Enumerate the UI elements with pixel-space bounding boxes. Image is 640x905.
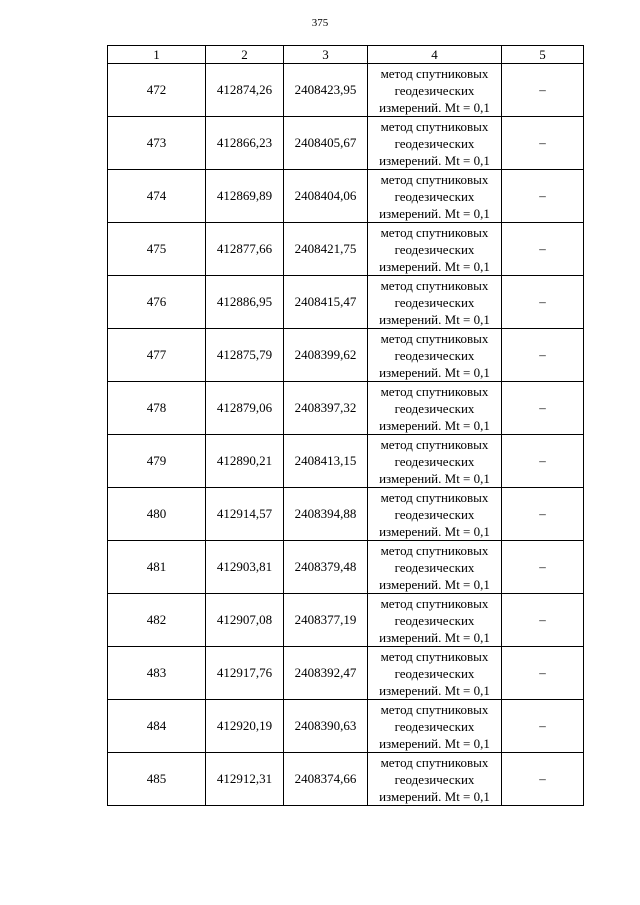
method-text-line: метод спутниковых — [380, 171, 489, 187]
method-text-line: измерений. Mt = 0,1 — [379, 629, 490, 645]
table-row — [108, 276, 584, 329]
method-text-line: измерений. Mt = 0,1 — [379, 470, 490, 486]
x-coordinate-cell: 412879,06 — [206, 382, 284, 435]
point-number-cell: 477 — [108, 329, 206, 382]
method-text-line: геодезических — [394, 82, 475, 98]
x-coordinate-cell: 412914,57 — [206, 488, 284, 541]
empty-value-dash: – — [539, 718, 546, 733]
x-coordinate-cell: 412912,31 — [206, 753, 284, 806]
method-cell — [368, 594, 502, 647]
table-row — [108, 647, 584, 700]
y-coordinate-cell: 2408399,62 — [284, 329, 368, 382]
empty-value-dash: – — [539, 241, 546, 256]
method-text-line: измерений. Mt = 0,1 — [379, 205, 490, 221]
x-coordinate-cell: 412907,08 — [206, 594, 284, 647]
method-cell — [368, 223, 502, 276]
coordinates-table — [107, 45, 584, 806]
method-cell — [368, 382, 502, 435]
method-text-line: метод спутниковых — [380, 330, 489, 346]
col5-cell — [502, 170, 584, 223]
table-row — [108, 382, 584, 435]
method-text-line: геодезических — [394, 559, 475, 575]
header-col-5: 5 — [502, 46, 584, 64]
point-number-cell: 473 — [108, 117, 206, 170]
x-coordinate-cell: 412877,66 — [206, 223, 284, 276]
x-coordinate-cell: 412866,23 — [206, 117, 284, 170]
method-cell — [368, 700, 502, 753]
point-number-cell: 481 — [108, 541, 206, 594]
empty-value-dash: – — [539, 135, 546, 150]
table-row — [108, 700, 584, 753]
point-number-cell: 478 — [108, 382, 206, 435]
y-coordinate-cell: 2408413,15 — [284, 435, 368, 488]
method-text-line: измерений. Mt = 0,1 — [379, 735, 490, 751]
method-text-line: геодезических — [394, 612, 475, 628]
table-row — [108, 64, 584, 117]
method-text-line: геодезических — [394, 294, 475, 310]
header-col-4: 4 — [368, 46, 502, 64]
y-coordinate-cell: 2408374,66 — [284, 753, 368, 806]
point-number-cell: 472 — [108, 64, 206, 117]
empty-value-dash: – — [539, 400, 546, 415]
x-coordinate-cell: 412890,21 — [206, 435, 284, 488]
col5-cell — [502, 276, 584, 329]
method-text-line: метод спутниковых — [380, 489, 489, 505]
x-coordinate-cell: 412869,89 — [206, 170, 284, 223]
method-text-line: метод спутниковых — [380, 436, 489, 452]
method-cell — [368, 488, 502, 541]
point-number-cell: 479 — [108, 435, 206, 488]
table-row — [108, 117, 584, 170]
x-coordinate-cell: 412917,76 — [206, 647, 284, 700]
header-row — [108, 46, 584, 64]
y-coordinate-cell: 2408423,95 — [284, 64, 368, 117]
method-cell — [368, 329, 502, 382]
y-coordinate-cell: 2408390,63 — [284, 700, 368, 753]
y-coordinate-cell: 2408394,88 — [284, 488, 368, 541]
empty-value-dash: – — [539, 294, 546, 309]
col5-cell — [502, 647, 584, 700]
method-text-line: метод спутниковых — [380, 118, 489, 134]
method-text-line: метод спутниковых — [380, 65, 489, 81]
point-number-cell: 480 — [108, 488, 206, 541]
point-number-cell: 483 — [108, 647, 206, 700]
point-number-cell: 484 — [108, 700, 206, 753]
empty-value-dash: – — [539, 665, 546, 680]
method-text-line: геодезических — [394, 188, 475, 204]
method-text-line: метод спутниковых — [380, 701, 489, 717]
page-number: 375 — [311, 17, 329, 29]
empty-value-dash: – — [539, 82, 546, 97]
y-coordinate-cell: 2408405,67 — [284, 117, 368, 170]
method-text-line: измерений. Mt = 0,1 — [379, 417, 490, 433]
method-text-line: измерений. Mt = 0,1 — [379, 364, 490, 380]
empty-value-dash: – — [539, 771, 546, 786]
method-text-line: метод спутниковых — [380, 542, 489, 558]
y-coordinate-cell: 2408397,32 — [284, 382, 368, 435]
header-col-2: 2 — [206, 46, 284, 64]
table-row — [108, 753, 584, 806]
method-text-line: геодезических — [394, 665, 475, 681]
col5-cell — [502, 64, 584, 117]
y-coordinate-cell: 2408404,06 — [284, 170, 368, 223]
y-coordinate-cell: 2408392,47 — [284, 647, 368, 700]
method-text-line: геодезических — [394, 347, 475, 363]
x-coordinate-cell: 412875,79 — [206, 329, 284, 382]
col5-cell — [502, 700, 584, 753]
method-text-line: измерений. Mt = 0,1 — [379, 788, 490, 804]
method-text-line: измерений. Mt = 0,1 — [379, 152, 490, 168]
method-text-line: метод спутниковых — [380, 595, 489, 611]
table-row — [108, 488, 584, 541]
method-text-line: метод спутниковых — [380, 383, 489, 399]
table-row — [108, 329, 584, 382]
method-text-line: геодезических — [394, 506, 475, 522]
point-number-cell: 474 — [108, 170, 206, 223]
y-coordinate-cell: 2408415,47 — [284, 276, 368, 329]
method-text-line: метод спутниковых — [380, 754, 489, 770]
method-cell — [368, 647, 502, 700]
table-row — [108, 223, 584, 276]
col5-cell — [502, 329, 584, 382]
empty-value-dash: – — [539, 506, 546, 521]
method-text-line: геодезических — [394, 718, 475, 734]
empty-value-dash: – — [539, 612, 546, 627]
x-coordinate-cell: 412920,19 — [206, 700, 284, 753]
col5-cell — [502, 541, 584, 594]
point-number-cell: 476 — [108, 276, 206, 329]
table-row — [108, 594, 584, 647]
x-coordinate-cell: 412886,95 — [206, 276, 284, 329]
method-text-line: измерений. Mt = 0,1 — [379, 682, 490, 698]
point-number-cell: 482 — [108, 594, 206, 647]
x-coordinate-cell: 412903,81 — [206, 541, 284, 594]
col5-cell — [502, 488, 584, 541]
col5-cell — [502, 594, 584, 647]
header-col-1: 1 — [108, 46, 206, 64]
table-header — [108, 46, 584, 64]
method-cell — [368, 276, 502, 329]
method-cell — [368, 170, 502, 223]
col5-cell — [502, 223, 584, 276]
col5-cell — [502, 382, 584, 435]
method-cell — [368, 117, 502, 170]
point-number-cell: 475 — [108, 223, 206, 276]
y-coordinate-cell: 2408421,75 — [284, 223, 368, 276]
method-text-line: измерений. Mt = 0,1 — [379, 311, 490, 327]
table-row — [108, 170, 584, 223]
empty-value-dash: – — [539, 559, 546, 574]
method-cell — [368, 64, 502, 117]
method-text-line: геодезических — [394, 135, 475, 151]
empty-value-dash: – — [539, 453, 546, 468]
table-body — [108, 64, 584, 806]
table-row — [108, 541, 584, 594]
col5-cell — [502, 117, 584, 170]
y-coordinate-cell: 2408379,48 — [284, 541, 368, 594]
method-cell — [368, 753, 502, 806]
method-cell — [368, 435, 502, 488]
col5-cell — [502, 435, 584, 488]
empty-value-dash: – — [539, 188, 546, 203]
x-coordinate-cell: 412874,26 — [206, 64, 284, 117]
method-text-line: измерений. Mt = 0,1 — [379, 576, 490, 592]
method-text-line: метод спутниковых — [380, 277, 489, 293]
table-row — [108, 435, 584, 488]
method-text-line: геодезических — [394, 453, 475, 469]
method-text-line: геодезических — [394, 400, 475, 416]
method-text-line: метод спутниковых — [380, 648, 489, 664]
method-text-line: геодезических — [394, 771, 475, 787]
method-text-line: измерений. Mt = 0,1 — [379, 99, 490, 115]
y-coordinate-cell: 2408377,19 — [284, 594, 368, 647]
header-col-3: 3 — [284, 46, 368, 64]
method-text-line: метод спутниковых — [380, 224, 489, 240]
method-text-line: измерений. Mt = 0,1 — [379, 258, 490, 274]
method-cell — [368, 541, 502, 594]
empty-value-dash: – — [539, 347, 546, 362]
method-text-line: геодезических — [394, 241, 475, 257]
method-text-line: измерений. Mt = 0,1 — [379, 523, 490, 539]
col5-cell — [502, 753, 584, 806]
point-number-cell: 485 — [108, 753, 206, 806]
